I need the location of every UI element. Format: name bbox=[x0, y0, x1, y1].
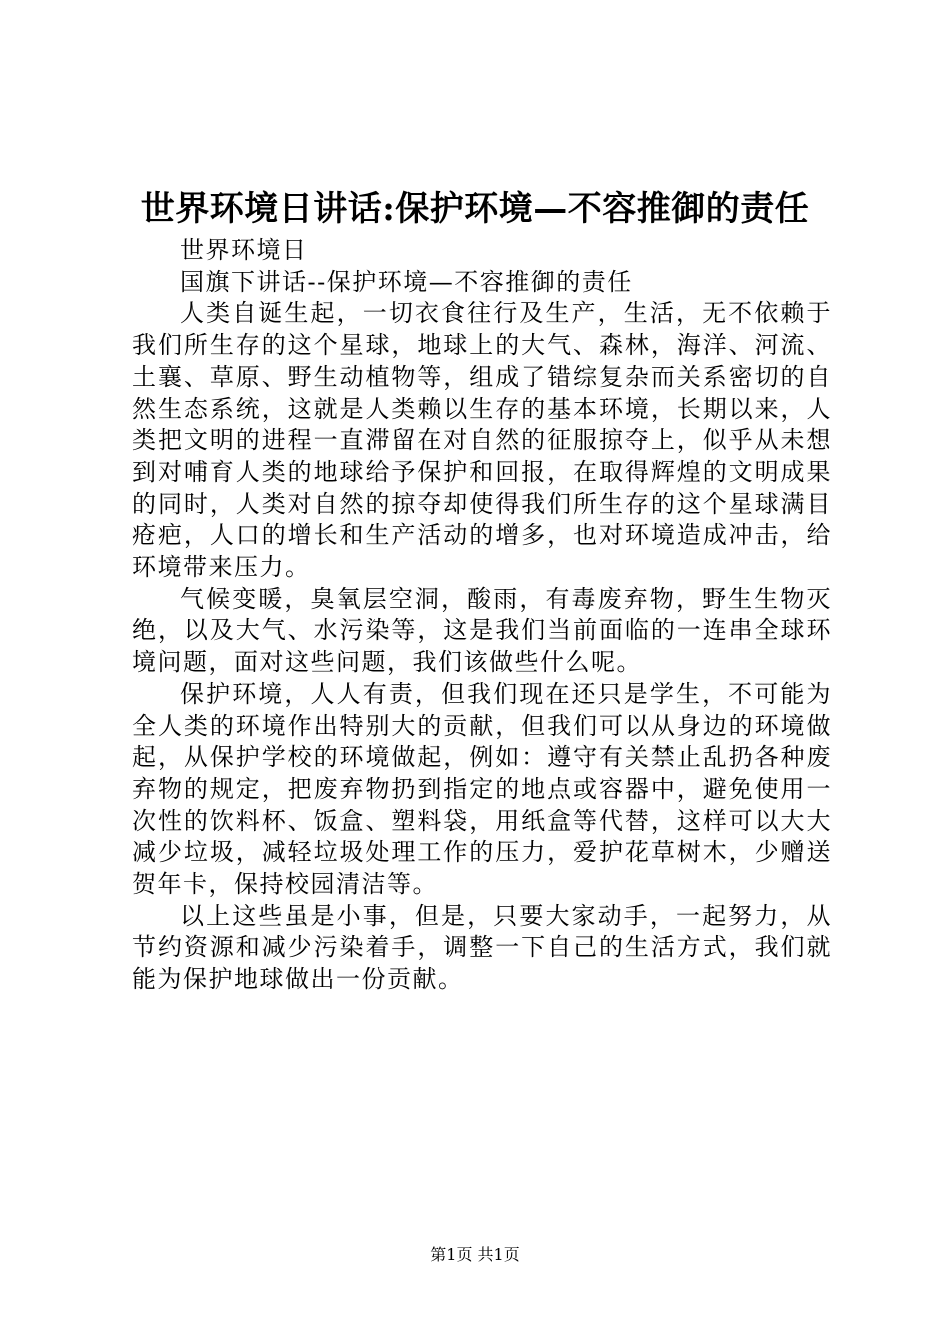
paragraph-subtitle-environment-day: 世界环境日 bbox=[180, 236, 308, 264]
paragraph-body: 人类自诞生起，一切衣食往行及生产，生活，无不依赖于我们所生存的这个星球，地球上的大气、森林，海洋、河流、土襄、草原、野生动植物等，组成了错综复杂而关系密切的自然生态系统，这就是人类赖以生存的基本环境，长期以来，人类把文明的进程一直滞留在对自然的征服掠夺上，似乎从未想到对哺育人类的地球给予保护和回报，在取得辉煌的文明成果的同时，人类对自然的掠夺却使得我们所生存的这个星球满目疮疤，人口的增长和生产活动的增多，也对环境造成冲击，给环境带来压力。 bbox=[132, 299, 832, 582]
document-body bbox=[132, 235, 832, 996]
page-footer: 第1页 共1页 bbox=[430, 1245, 520, 1264]
paragraph-body: 以上这些虽是小事，但是，只要大家动手，一起努力，从节约资源和减少污染着手，调整一下自己的生活方式，我们就能为保护地球做出一份贡献。 bbox=[132, 901, 832, 994]
paragraph-body: 气候变暖，臭氧层空洞，酸雨，有毒废弃物，野生生物灭绝，以及大气、水污染等，这是我们当前面临的一连串全球环境问题，面对这些问题，我们该做些什么呢。 bbox=[132, 584, 832, 677]
paragraph-body: 保护环境，人人有责，但我们现在还只是学生，不可能为全人类的环境作出特别大的贡献，但我们可以从身边的环境做起，从保护学校的环境做起，例如：遵守有关禁止乱扔各种废弃物的规定，把废弃物扔到指定的地点或容器中，避免使用一次性的饮料杯、饭盒、塑料袋，用纸盒等代替，这样可以大大减少垃圾，减轻垃圾处理工作的压力，爱护花草树木，少赠送贺年卡，保持校园清洁等。 bbox=[132, 679, 832, 899]
document-title: 世界环境日讲话:保护环境—不容推御的责任 bbox=[140, 189, 810, 229]
paragraph-subtitle-flag-speech: 国旗下讲话--保护环境—不容推御的责任 bbox=[180, 267, 633, 296]
